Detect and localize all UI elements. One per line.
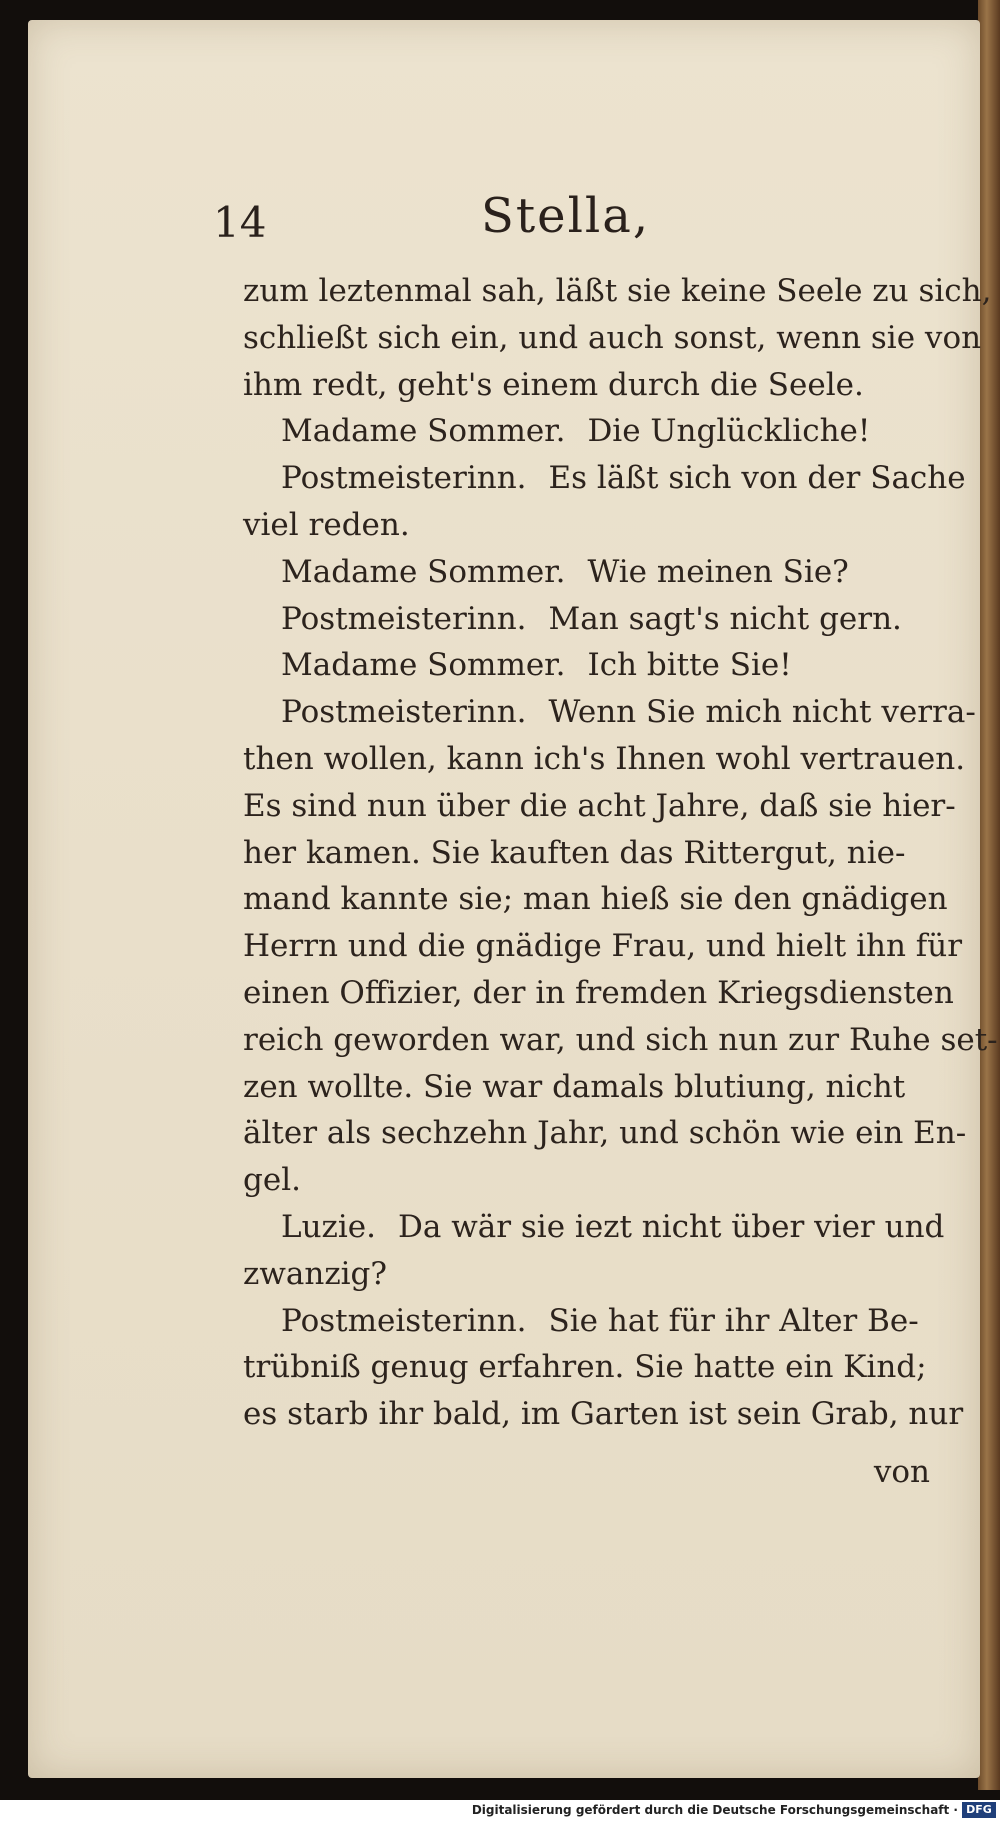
text-line <box>243 783 963 830</box>
text-line <box>243 1344 963 1391</box>
text-line <box>243 362 963 409</box>
line-text: Wie meinen Sie? <box>587 553 849 590</box>
line-text: Herrn und die gnädige Frau, und hielt ihn für <box>243 928 963 965</box>
line-text: Man sagt's nicht gern. <box>548 600 902 637</box>
text-line <box>243 1298 963 1345</box>
text-line <box>243 549 963 596</box>
speaker-name: Postmeisterinn. <box>281 694 527 731</box>
line-text: mand kannte sie; man hieß sie den gnädigen <box>243 881 948 918</box>
text-line <box>243 923 963 970</box>
line-text: zen wollte. Sie war damals blutiung, nicht <box>243 1068 906 1105</box>
speaker-name: Postmeisterinn. <box>281 460 527 497</box>
text-line <box>243 596 963 643</box>
dfg-logo: DFG <box>962 1802 996 1818</box>
line-text: einen Offizier, der in fremden Kriegsdiensten <box>243 974 954 1011</box>
text-line <box>243 1064 963 1111</box>
text-line <box>243 1110 967 1157</box>
line-text: trübniß genug erfahren. Sie hatte ein Kind; <box>243 1349 927 1386</box>
speaker-name: Postmeisterinn. <box>281 600 527 637</box>
text-line <box>243 1251 963 1298</box>
page-number: 14 <box>213 198 267 247</box>
running-title: Stella, <box>481 188 651 244</box>
line-text: then wollen, kann ich's Ihnen wohl vertrauen. <box>243 740 966 777</box>
line-text: älter als sechzehn Jahr, und schön wie ein En- <box>243 1115 967 1152</box>
text-line <box>243 642 963 689</box>
line-text: schließt sich ein, und auch sonst, wenn sie von <box>243 319 982 356</box>
line-text: ihm redt, geht's einem durch die Seele. <box>243 366 864 403</box>
line-text: Wenn Sie mich nicht verra- <box>548 694 976 731</box>
line-text: Es sind nun über die acht Jahre, daß sie hier- <box>243 787 956 824</box>
book-page <box>28 20 998 1778</box>
text-line <box>243 502 963 549</box>
line-text: viel reden. <box>243 506 410 543</box>
text-line <box>243 830 963 877</box>
line-text: Ich bitte Sie! <box>587 647 792 684</box>
line-text: Sie hat für ihr Alter Be- <box>548 1302 919 1339</box>
body-text <box>243 268 998 1438</box>
text-line <box>243 689 976 736</box>
text-line <box>243 315 982 362</box>
text-line <box>243 1204 963 1251</box>
line-text: Da wär sie iezt nicht über vier und <box>398 1208 945 1245</box>
line-text: Die Unglückliche! <box>587 413 871 450</box>
page-header <box>213 188 833 258</box>
speaker-name: Madame Sommer. <box>281 413 566 450</box>
text-line <box>243 268 992 315</box>
catchword: von <box>873 1454 930 1490</box>
text-line <box>243 1157 963 1204</box>
digitization-credit: Digitalisierung gefördert durch die Deutsche Forschungsgemeinschaft · <box>471 1803 958 1817</box>
text-line <box>243 970 963 1017</box>
speaker-name: Madame Sommer. <box>281 647 566 684</box>
text-line <box>243 736 966 783</box>
text-line <box>243 1017 998 1064</box>
text-line <box>243 408 963 455</box>
text-line <box>243 876 963 923</box>
speaker-name: Luzie. <box>281 1208 376 1245</box>
page-edge <box>978 0 1000 1790</box>
speaker-name: Postmeisterinn. <box>281 1302 527 1339</box>
text-line <box>243 1391 963 1438</box>
line-text: her kamen. Sie kauften das Rittergut, nie- <box>243 834 906 871</box>
line-text: reich geworden war, und sich nun zur Ruhe set- <box>243 1021 998 1058</box>
line-text: es starb ihr bald, im Garten ist sein Grab, nur <box>243 1396 964 1433</box>
line-text: zwanzig? <box>243 1255 388 1292</box>
text-line <box>243 455 966 502</box>
line-text: Es läßt sich von der Sache <box>548 460 966 497</box>
speaker-name: Madame Sommer. <box>281 553 566 590</box>
footer-band <box>0 1800 1000 1822</box>
line-text: gel. <box>243 1162 301 1199</box>
line-text: zum leztenmal sah, läßt sie keine Seele zu sich, <box>243 273 992 309</box>
